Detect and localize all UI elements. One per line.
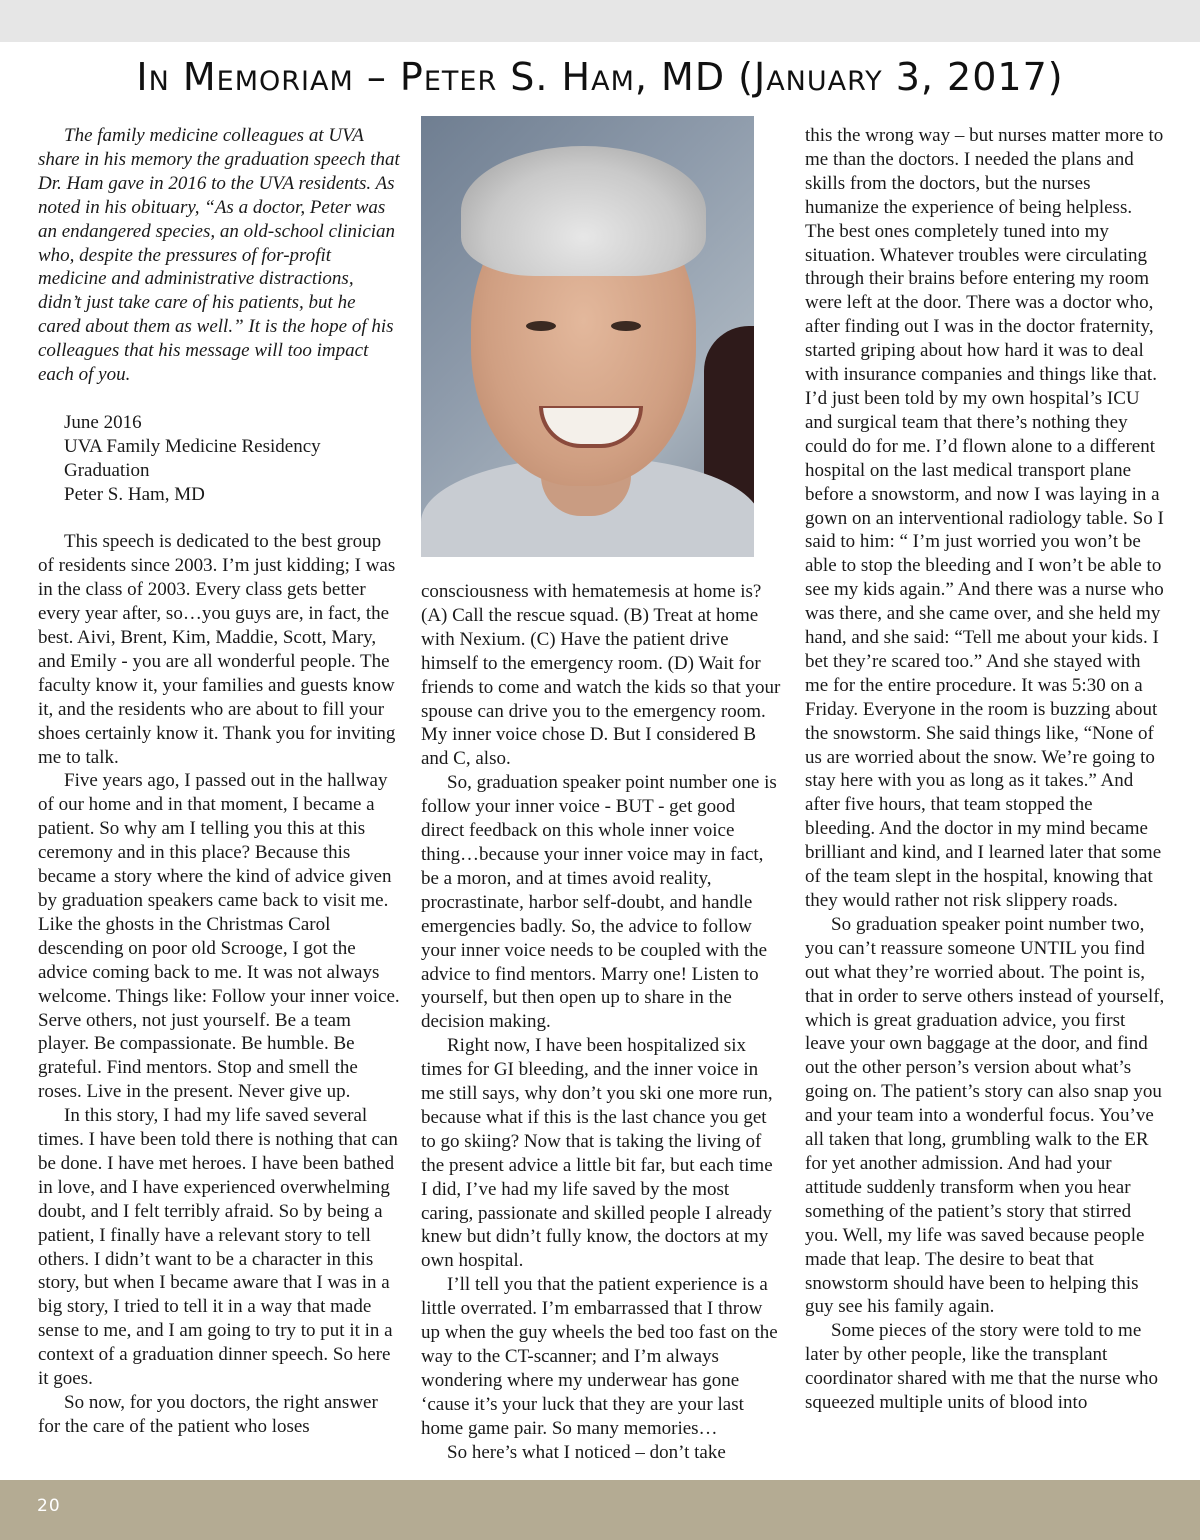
dateline xyxy=(38,411,400,507)
page-number: 20 xyxy=(37,1496,61,1516)
intro-paragraph: The family medicine colleagues at UVA share in his memory the graduation speech that Dr. Ham gave in 2016 to the UVA residents. As noted in his obituary, “As a doctor, Peter was an endangered species, an old-school clinician who, despite the pressures of for-profit medicine and administrative distractions, didn’t just take care of his patients, but he cared about them as well.” It is the hope of his colleagues that his message will too impact each of you. xyxy=(38,125,400,386)
dateline-author: Peter S. Ham, MD xyxy=(64,483,205,505)
body-paragraph: So here’s what I noticed – don’t take xyxy=(447,1441,726,1463)
top-band xyxy=(0,0,1200,42)
portrait-photo xyxy=(421,116,754,557)
page-title: In Memoriam – Peter S. Ham, MD (January 3, 2017) xyxy=(136,55,1064,99)
column-2 xyxy=(421,580,783,1465)
body-paragraph: This speech is dedicated to the best group of residents since 2003. I’m just kidding; I was in the class of 2003. Every class gets better every year after, so…you guys are, in fact, the best. Aivi, Brent, Kim, Maddie, Scott, Mary, and Emily - you are all wonderful people. The faculty know it, your families and guests know it, and the residents who are about to fill your shoes certainly know it. Thank you for inviting me to talk. xyxy=(38,531,396,768)
body-paragraph: So now, for you doctors, the right answer for the care of the patient who loses xyxy=(38,1392,378,1437)
footer-band xyxy=(0,1480,1200,1540)
body-paragraph: consciousness with hematemesis at home is? (A) Call the rescue squad. (B) Treat at home with Nexium. (C) Have the patient drive himself to the emergency room. (D) Wait for friends to come and watch the kids so that your spouse can drive you to the emergency room. My inner voice chose D. But I considered B and C, also. xyxy=(421,581,781,770)
body-paragraph: Right now, I have been hospitalized six times for GI bleeding, and the inner voice in me still says, why don’t you ski one more run, because what if this is the last chance you get to go skiing? Now that is taking the living of the present advice a little bit far, but each time I did, I’ve had my life saved by the most caring, passionate and skilled people I already knew but didn’t fully know, the doctors at my own hospital. xyxy=(421,1035,773,1272)
column-1 xyxy=(38,124,400,1439)
column-3 xyxy=(805,124,1165,1415)
dateline-date: June 2016 xyxy=(64,411,142,433)
body-paragraph: So, graduation speaker point number one is follow your inner voice - BUT - get good direct feedback on this whole inner voice thing…because your inner voice may in fact, be a moron, and at times avoid reality, procrastinate, harbor self-doubt, and handle emergencies badly. So, the advice to follow your inner voice needs to be coupled with the advice to find mentors. Marry one! Listen to yourself, but then open up to share in the decision making. xyxy=(421,772,777,1033)
body-paragraph: So graduation speaker point number two, you can’t reassure someone UNTIL you find out what they’re worried about. The point is, that in order to serve others instead of yourself, which is great graduation advice, you first leave your own baggage at the door, and find out the other person’s version about what’s going on. The patient’s story can also snap you and your team into a wonderful focus. You’ve all taken that long, grumbling walk to the ER for yet another admission. And had your attitude suddenly transform when you hear something of the patient’s story that stirred you. Well, my life was saved because people made that leap. The desire to beat that snowstorm should have been to helping this guy see his family again. xyxy=(805,913,1165,1318)
body-paragraph: Some pieces of the story were told to me later by other people, like the transplant coordinator shared with me that the nurse who squeezed multiple units of blood into xyxy=(805,1320,1158,1414)
dateline-event: Graduation xyxy=(64,459,150,481)
body-paragraph: Five years ago, I passed out in the hallway of our home and in that moment, I became a patient. So why am I telling you this at this ceremony and in this place? Because this became a story where the kind of advice given by graduation speakers came back to visit me. Like the ghosts in the Christmas Carol descending on poor old Scrooge, I got the advice coming back to me. It was not always welcome. Things like: Follow your inner voice. Serve others, not just yourself. Be a team player. Be compassionate. Be humble. Be grateful. Find mentors. Stop and smell the roses. Live in the present. Never give up. xyxy=(38,770,400,1103)
dateline-program: UVA Family Medicine Residency xyxy=(64,435,321,457)
body-paragraph: I’ll tell you that the patient experience is a little overrated. I’m embarrassed that I throw up when the guy wheels the bed too fast on the way to the CT-scanner; and I’m always wondering where my underwear has gone ‘cause it’s your luck that they are your last home game pair. So many memories… xyxy=(421,1274,778,1439)
body-paragraph: In this story, I had my life saved several times. I have been told there is nothing that can be done. I have met heroes. I have been bathed in love, and I have experienced overwhelming doubt, and I felt terribly afraid. So by being a patient, I finally have a relevant story to tell others. I didn’t want to be a character in this story, but when I became aware that I was in a big story, I tried to tell it in a way that made sense to me, and I am going to try to put it in a context of a graduation dinner speech. So here it goes. xyxy=(38,1105,398,1390)
body-paragraph: this the wrong way – but nurses matter more to me than the doctors. I needed the plans and skills from the doctors, but the nurses humanize the experience of being helpless. The best ones completely tuned into my situation. Whatever troubles were circulating through their brains before entering my room were left at the door. There was a doctor who, after finding out I was in the doctor fraternity, started griping about how hard it was to deal with insurance companies and things like that. I’d just been told by my own hospital’s ICU and surgical team that there’s nothing they could do for me. I’d flown alone to a different hospital on the last medical transport plane before a snowstorm, and now I was laying in a gown on an interventional radiology table. So I said to him: “ I’m just worried you won’t be able to stop the bleeding and I won’t be able to see my kids again.” And there was a nurse who was there, and she came over, and she held my hand, and she said: “Tell me about your kids. I bet they’re scared too.” And she stayed with me for the entire procedure. It was 5:30 on a Friday. Everyone in the room is buzzing about the snowstorm. She said things like, “None of us are worried about the snow. We’re going to stay here with you as long as it takes.” And after five hours, that team stopped the bleeding. And the doctor in my mind became brilliant and kind, and I learned later that some of the team slept in the hospital, knowing that they would rather not risk slippery roads. xyxy=(805,125,1164,911)
